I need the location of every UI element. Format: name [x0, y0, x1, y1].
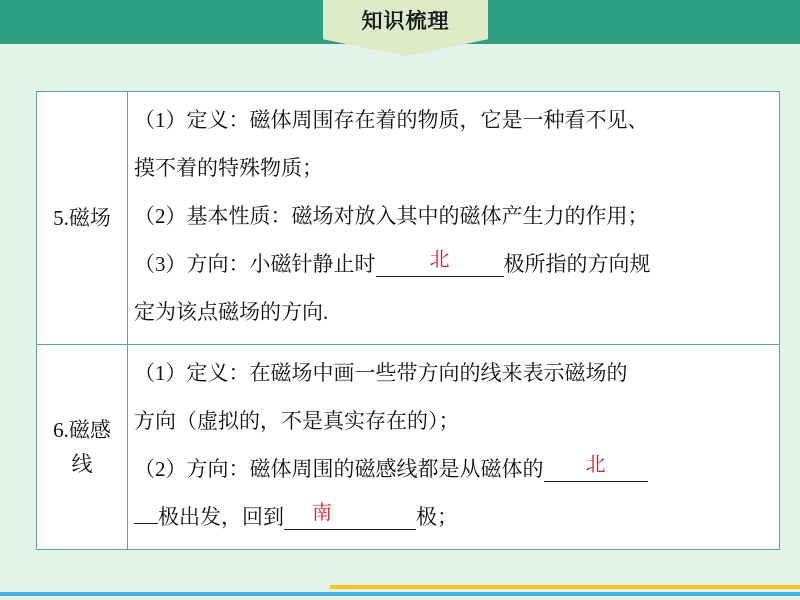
content-line: （2）基本性质：磁场对放入其中的磁体产生力的作用； [134, 204, 649, 228]
topic-label: 5.磁场 [53, 206, 111, 230]
fill-blank [376, 247, 504, 277]
table-row-magnetic-field [37, 92, 780, 345]
footer-accent-line [330, 585, 800, 589]
content-line: 方向（虚拟的，不是真实存在的）； [134, 409, 460, 433]
answer-text: 北 [585, 452, 606, 476]
direction-text: （3）方向：小磁针静止时 [134, 252, 376, 276]
footer-line [0, 592, 800, 596]
direction-text: （2）方向：磁体周围的磁感线都是从磁体的 [134, 457, 544, 481]
answer-text: 北 [429, 247, 450, 271]
fill-blank [284, 500, 416, 530]
topic-label: 线 [71, 452, 93, 476]
page-title: 知识梳理 [361, 9, 450, 33]
content-cell [128, 92, 780, 345]
fill-blank [134, 499, 158, 524]
content-line [134, 240, 773, 288]
content-line: （1）定义：在磁场中画一些带方向的线来表示磁场的 [134, 361, 628, 385]
topic-cell [37, 92, 128, 345]
topic-cell [37, 345, 128, 550]
content-line: （1）定义：磁体周围存在着的物质，它是一种看不见、 [134, 108, 649, 132]
content-line: 定为该点磁场的方向. [134, 300, 329, 324]
direction-text: 极； [416, 505, 458, 529]
fill-blank [544, 452, 648, 482]
direction-text: 极出发，回到 [158, 505, 284, 529]
content-line [134, 493, 773, 541]
content-line [134, 445, 773, 493]
topic-label: 6.磁感 [53, 418, 111, 442]
direction-text: 极所指的方向规 [503, 252, 651, 276]
content-cell [128, 345, 780, 550]
table-row-field-lines [37, 345, 780, 550]
knowledge-table [36, 91, 780, 550]
content-line: 摸不着的特殊物质； [134, 156, 323, 180]
answer-text: 南 [312, 500, 332, 524]
